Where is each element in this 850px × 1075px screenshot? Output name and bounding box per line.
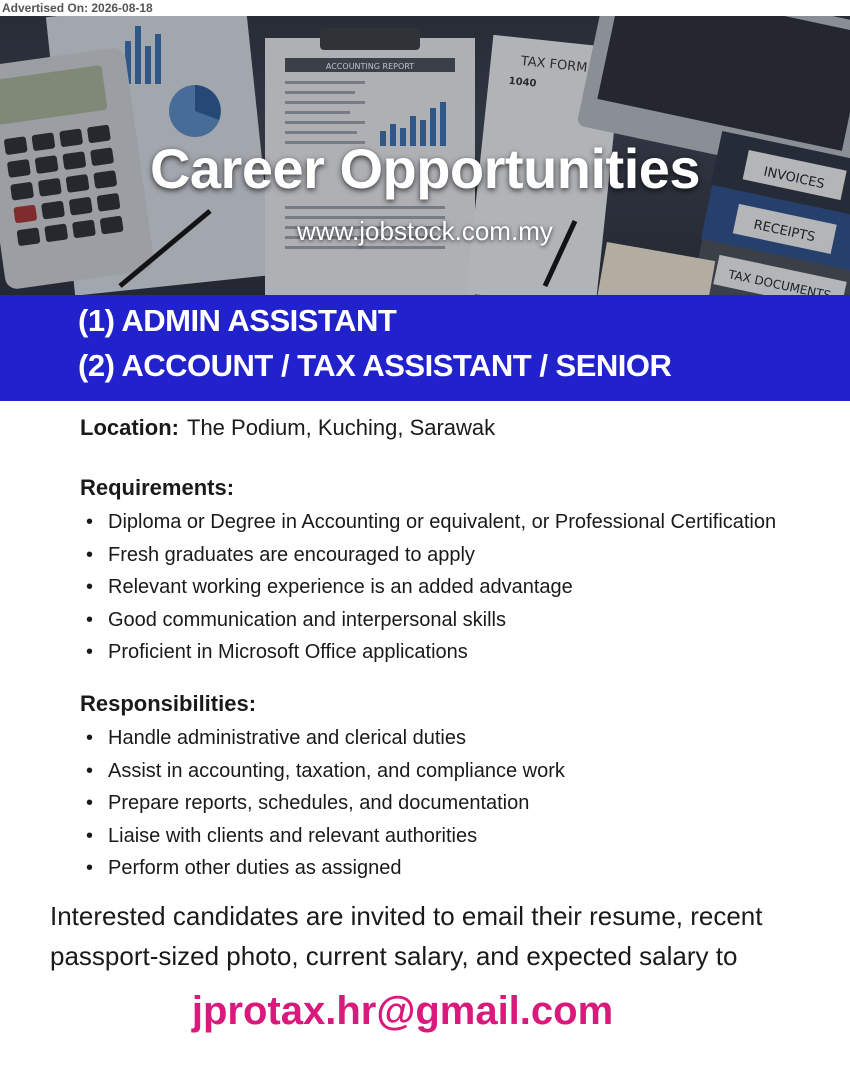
location-value: The Podium, Kuching, Sarawak — [187, 415, 496, 440]
list-item: • Relevant working experience is an added advantage — [86, 571, 776, 604]
position-title: (1) ADMIN ASSISTANT — [78, 303, 397, 338]
list-item: • Assist in accounting, taxation, and compliance work — [86, 755, 565, 788]
hero-title: Career Opportunities — [149, 137, 701, 200]
location-row — [80, 415, 495, 441]
list-item: • Perform other duties as assigned — [86, 852, 565, 885]
list-item: • Prepare reports, schedules, and documentation — [86, 787, 565, 820]
location-label: Location: — [80, 415, 179, 440]
requirements-heading: Requirements: — [80, 475, 235, 500]
list-item: • Proficient in Microsoft Office applications — [86, 636, 776, 669]
list-item: • Handle administrative and clerical duties — [86, 722, 565, 755]
requirements-list — [86, 506, 776, 669]
responsibilities-heading: Responsibilities: — [80, 691, 257, 716]
positions-banner — [0, 295, 850, 401]
position-title: (2) ACCOUNT / TAX ASSISTANT / SENIOR — [78, 348, 672, 383]
list-item: • Fresh graduates are encouraged to apply — [86, 539, 776, 572]
list-item: • Diploma or Degree in Accounting or equivalent, or Professional Certification — [86, 506, 776, 539]
closing-text: Interested candidates are invited to email their resume, recent passport-sized photo, current salary, and expected salary to — [50, 901, 763, 971]
responsibilities-list — [86, 722, 565, 885]
advertised-date: Advertised On: 2026-08-18 — [2, 1, 153, 15]
hero-url: www.jobstock.com.my — [297, 216, 553, 246]
contact-email[interactable]: jprotax.hr@gmail.com — [191, 989, 614, 1033]
hero-image — [0, 16, 850, 295]
list-item: • Liaise with clients and relevant authorities — [86, 820, 565, 853]
advertised-bar — [0, 0, 850, 16]
list-item: • Good communication and interpersonal skills — [86, 604, 776, 637]
